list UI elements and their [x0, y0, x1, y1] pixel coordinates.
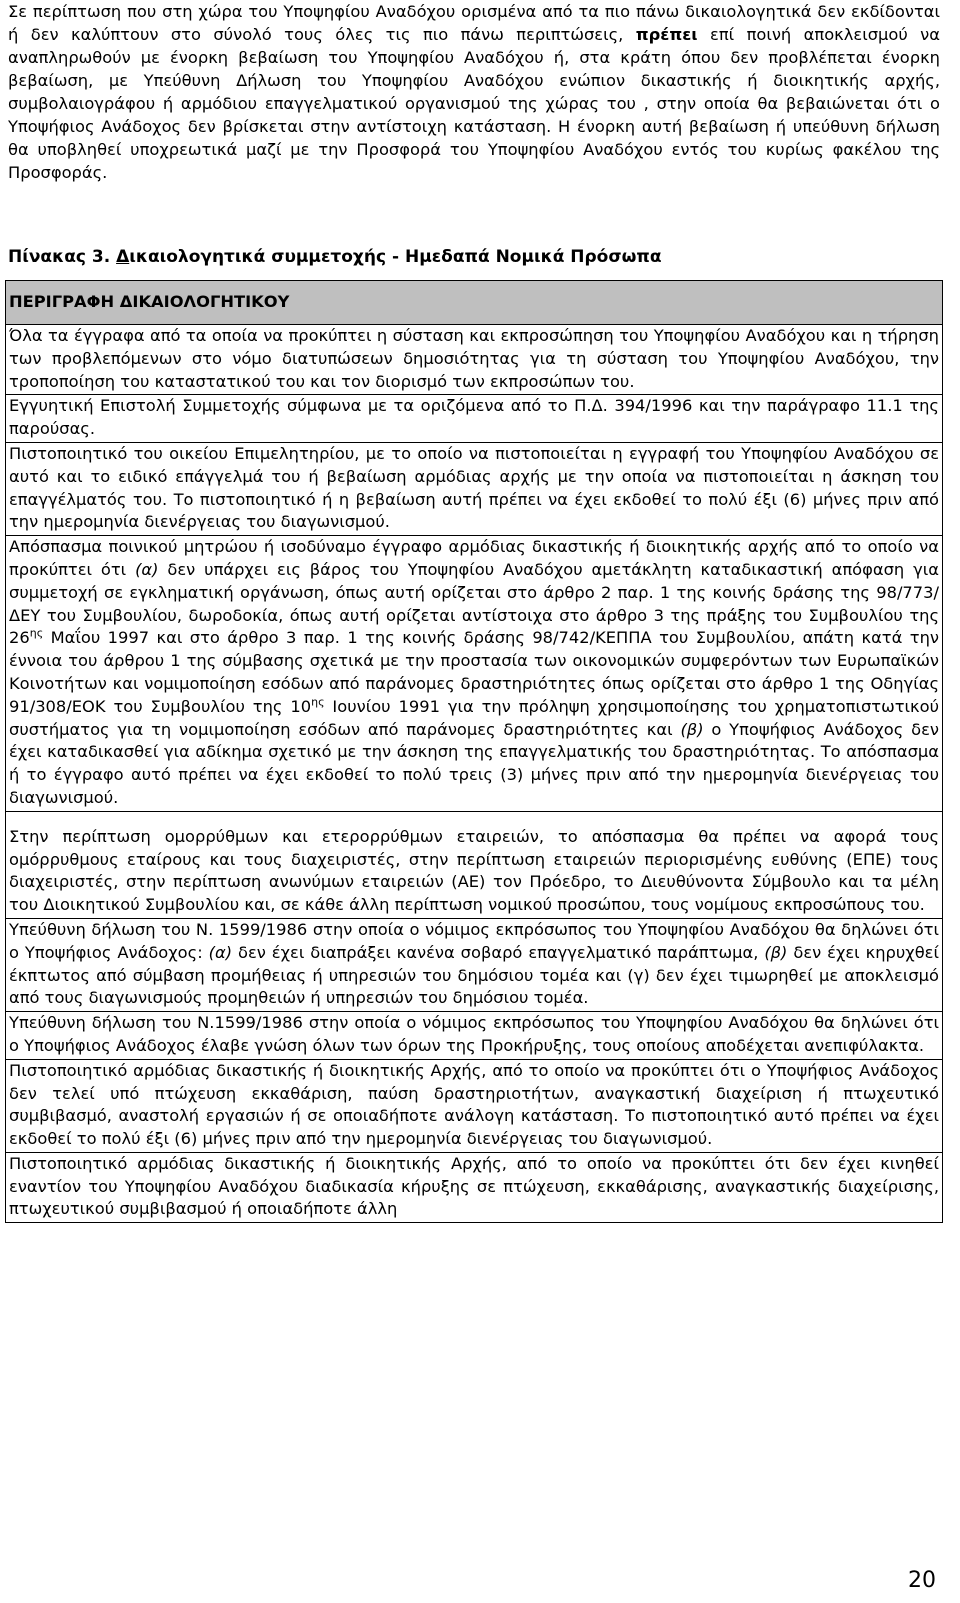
table-row: [6, 1012, 943, 1060]
marker-b: (β): [764, 942, 788, 962]
marker-b: (β): [680, 719, 704, 739]
table-row: [6, 395, 943, 443]
table-title: [8, 245, 662, 269]
table-row: [6, 811, 943, 918]
page-number: 20: [908, 1568, 936, 1593]
table-row: [6, 536, 943, 812]
table-title-underlined: Δ: [116, 247, 130, 267]
table-row: [6, 918, 943, 1011]
intro-bold: πρέπει: [635, 25, 698, 44]
table-cell-proceedings-certificate: Πιστοποιητικό αρμόδιας δικαστικής ή διοικητικής Αρχής, από το οποίο να προκύπτει ότι δεν έχει κινηθεί εναντίον του Υποψηφίου Αναδόχου διαδικασία κήρυξης σε πτώχευση, εκκαθάρισης, αναγκαστικής διαχείρισης, πτωχευτικού συμβιβασμού ή οποιαδήποτε άλλη: [6, 1152, 943, 1222]
marker-a: (α): [208, 942, 233, 962]
table-cell-bankruptcy-certificate: Πιστοποιητικό αρμόδιας δικαστικής ή διοικητικής Αρχής, από το οποίο να προκύπτει ότι ο Υποψήφιος Ανάδοχος δεν τελεί υπό πτώχευση εκκαθάριση, παύση δραστηριοτήτων, αναγκαστική διαχείριση ή πτωχευτικό συμβιβασμό, αναστολή εργασιών ή σε οποιαδήποτε ανάλογη κατάσταση. Το πιστοποιητικό αυτό πρέπει να έχει εκδοθεί το πολύ έξι (6) μήνες πριν από την ημερομηνία διενέργειας του διαγωνισμού.: [6, 1059, 943, 1152]
requirements-table: [5, 280, 943, 1223]
table-row: [6, 442, 943, 535]
table-cell-criminal-record: Απόσπασμα ποινικού μητρώου ή ισοδύναμο έγγραφο αρμόδιας δικαστικής ή διοικητικής αρχής από το οποίο να προκύπτει ότι (α) δεν υπάρχει εις βάρος του Υποψηφίου Αναδόχου αμετάκλητη καταδικαστική απόφαση για συμμετοχή σε εγκληματική οργάνωση, όπως αυτή ορίζεται στο άρθρο 2 παρ. 1 της κοινής δράσης της 98/773/ΔΕΥ του Συμβουλίου, δωροδοκία, όπως αυτή ορίζεται αντίστοιχα στο άρθρο 3 της πράξης του Συμβουλίου της $26^{\eta\varsigma}$ Μαΐου 1997 και στο άρθρο 3 παρ. 1 της κοινής δράσης 98/742/ΚΕΠΠΑ του Συμβουλίου, απάτη κατά την έννοια του άρθρου 1 της σύμβασης σχετικά με την προστασία των οικονομικών συμφερόντων των Ευρωπαϊκών Κοινοτήτων και νομιμοποίηση εσόδων από παράνομες δραστηριότητες όπως ορίζεται στο άρθρο 1 της Οδηγίας 91/308/ΕΟΚ του Συμβουλίου της $10^{\eta\varsigma}$ Ιουνίου 1991 για την πρόληψη χρησιμοποίησης του χρηματοπιστωτικού συστήματος για τη νομιμοποίηση εσόδων από παράνομες δραστηριότητες και (β) ο Υποψήφιος Ανάδοχος δεν έχει καταδικασθεί για αδίκημα σχετικό με την άσκηση της επαγγελματικής του δραστηριότητας. Το απόσπασμα ή το έγγραφο αυτό πρέπει να έχει εκδοθεί το πολύ τρεις (3) μήνες πριν από την ημερομηνία διενέργειας του διαγωνισμού.: [6, 536, 943, 812]
table-cell-incorporation: Όλα τα έγγραφα από τα οποία να προκύπτει η σύσταση και εκπροσώπηση του Υποψηφίου Αναδόχου και η τήρηση των προβλεπόμενων στο νόμο διατυπώσεων δημοσιότητας για τη σύσταση του Υποψηφίου Αναδόχου, την τροποποίηση του καταστατικού του και τον διορισμό των εκπροσώπων του.: [6, 325, 943, 395]
marker-a: (α): [135, 559, 159, 579]
table-cell-partners: Στην περίπτωση ομορρύθμων και ετερορρύθμων εταιρειών, το απόσπασμα θα πρέπει να αφορά τους ομόρρυθμους εταίρους και τους διαχειριστές, στην περίπτωση εταιρειών περιορισμένης ευθύνης (ΕΠΕ) τους διαχειριστές, στην περίπτωση ανωνύμων εταιρειών (ΑΕ) τον Πρόεδρο, το Διευθύνοντα Σύμβουλο και τα μέλη του Διοικητικού Συμβουλίου και, σε κάθε άλλη περίπτωση νομικού προσώπου, τους νομίμους εκπροσώπους του.: [6, 811, 943, 918]
table-cell-declaration-misconduct: Υπεύθυνη δήλωση του Ν. 1599/1986 στην οποία ο νόμιμος εκπρόσωπος του Υποψηφίου Αναδόχου θα δηλώνει ότι ο Υποψήφιος Ανάδοχος: (α) δεν έχει διαπράξει κανένα σοβαρό επαγγελματικό παράπτωμα, (β) δεν έχει κηρυχθεί έκπτωτος από σύμβαση προμήθειας ή υπηρεσιών του δημόσιου τομέα και (γ) δεν έχει τιμωρηθεί με αποκλεισμό από τους διαγωνισμούς προμηθειών ή υπηρεσιών του δημόσιου τομέα.: [6, 918, 943, 1011]
table-title-prefix: Πίνακας 3.: [8, 247, 117, 267]
table-title-rest: ικαιολογητικά συμμετοχής - Ημεδαπά Νομικά Πρόσωπα: [129, 247, 662, 267]
intro-paragraph: [8, 0, 940, 184]
intro-text-2: επί ποινή αποκλεισμού να αναπληρωθούν με ένορκη βεβαίωση του Υποψηφίου Αναδόχου ή, στα κράτη όπου δεν προβλέπεται ένορκη βεβαίωση, με Υπεύθυνη Δήλωση του Υποψηφίου Αναδόχου ενώπιον δικαστικής ή διοικητικής αρχής, συμβολαιογράφου ή αρμόδιου επαγγελματικού οργανισμού της χώρας του , στην οποία θα βεβαιώνεται ότι ο Υποψήφιος Ανάδοχος δεν βρίσκεται στην αντίστοιχη κατάσταση. Η ένορκη αυτή βεβαίωση ή υπεύθυνη δήλωση θα υποβληθεί υποχρεωτικά μαζί με την Προσφορά του Υποψηφίου Αναδόχου εντός του κυρίως φακέλου της Προσφοράς.: [8, 25, 940, 182]
table-row: [6, 1152, 943, 1222]
table-row: [6, 1059, 943, 1152]
table-header-cell: ΠΕΡΙΓΡΑΦΗ ΔΙΚΑΙΟΛΟΓΗΤΙΚΟΥ: [6, 281, 943, 325]
intro-text-1: Σε περίπτωση που στη χώρα του Υποψηφίου Αναδόχου ορισμένα από τα πιο πάνω δικαιολογητικά δεν εκδίδονται ή δεν καλύπτουν στο σύνολό τους όλες τις πιο πάνω περιπτώσεις,: [8, 2, 940, 44]
table-header-row: [6, 281, 943, 325]
table-cell-guarantee: Εγγυητική Επιστολή Συμμετοχής σύμφωνα με τα οριζόμενα από το Π.Δ. 394/1996 και την παράγραφο 11.1 της παρούσας.: [6, 395, 943, 443]
table-row: [6, 325, 943, 395]
table-cell-chamber-certificate: Πιστοποιητικό του οικείου Επιμελητηρίου, με το οποίο να πιστοποιείται η εγγραφή του Υποψηφίου Αναδόχου σε αυτό και το ειδικό επάγγελμά του ή βεβαίωση αρμόδιας αρχής με την οποία να πιστοποιείται η άσκηση του επαγγέλματός του. Το πιστοποιητικό ή η βεβαίωση αυτή πρέπει να έχει εκδοθεί το πολύ έξι (6) μήνες πριν από την ημερομηνία διενέργειας του διαγωνισμού.: [6, 442, 943, 535]
table-cell-declaration-terms: Υπεύθυνη δήλωση του Ν.1599/1986 στην οποία ο νόμιμος εκπρόσωπος του Υποψηφίου Αναδόχου θα δηλώνει ότι ο Υποψήφιος Ανάδοχος έλαβε γνώση όλων των όρων της Προκήρυξης, τους οποίους αποδέχεται ανεπιφύλακτα.: [6, 1012, 943, 1060]
